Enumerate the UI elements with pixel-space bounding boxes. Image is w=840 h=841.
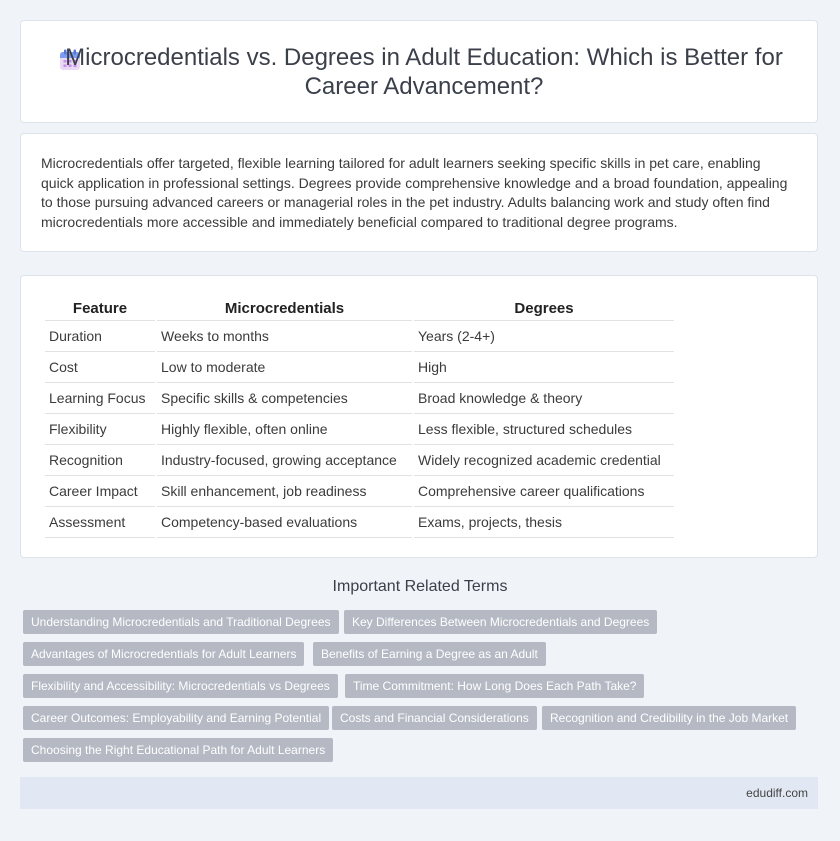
related-term-tag[interactable]: Flexibility and Accessibility: Microcredentials vs Degrees bbox=[23, 674, 338, 698]
related-terms-heading: Important Related Terms bbox=[332, 578, 508, 595]
header-feature: Feature bbox=[45, 296, 155, 321]
table-cell: Assessment bbox=[45, 507, 155, 538]
table-header-row bbox=[45, 296, 674, 321]
intro-paragraph: Microcredentials offer targeted, flexible learning tailored for adult learners seeking specific skills in pet care, enabling quick application in professional settings. Degrees provide comprehensive knowledge and a broad foundation, appealing to those pursuing advanced careers or managerial roles in the pet industry. Adults balancing work and study often find microcredentials more accessible and immediately beneficial compared to traditional degree programs. bbox=[41, 155, 788, 230]
table-cell: Highly flexible, often online bbox=[157, 414, 412, 445]
related-term-tag[interactable]: Costs and Financial Considerations bbox=[332, 706, 537, 730]
header-degrees: Degrees bbox=[414, 296, 674, 321]
related-term-tag[interactable]: Recognition and Credibility in the Job Market bbox=[542, 706, 796, 730]
related-term-tag[interactable]: Time Commitment: How Long Does Each Path Take? bbox=[345, 674, 644, 698]
footer-site-link[interactable]: edudiff.com bbox=[746, 786, 808, 800]
header-microcredentials: Microcredentials bbox=[157, 296, 412, 321]
table-cell: Flexibility bbox=[45, 414, 155, 445]
table-row bbox=[45, 476, 674, 507]
table-cell: High bbox=[414, 352, 674, 383]
table-cell: Broad knowledge & theory bbox=[414, 383, 674, 414]
title-card bbox=[20, 20, 818, 123]
table-row bbox=[45, 352, 674, 383]
related-term-tag[interactable]: Career Outcomes: Employability and Earning Potential bbox=[23, 706, 329, 730]
table-cell: Less flexible, structured schedules bbox=[414, 414, 674, 445]
page-title: Microcredentials vs. Degrees in Adult Education: Which is Better for Career Advancement? bbox=[65, 44, 783, 100]
table-cell: Career Impact bbox=[45, 476, 155, 507]
intro-card bbox=[20, 133, 818, 252]
related-term-tag[interactable]: Choosing the Right Educational Path for Adult Learners bbox=[23, 738, 333, 762]
table-cell: Duration bbox=[45, 321, 155, 352]
table-cell: Skill enhancement, job readiness bbox=[157, 476, 412, 507]
table-cell: Comprehensive career qualifications bbox=[414, 476, 674, 507]
table-row bbox=[45, 507, 674, 538]
related-term-tag[interactable]: Understanding Microcredentials and Traditional Degrees bbox=[23, 610, 339, 634]
footer bbox=[20, 777, 818, 809]
table-row bbox=[45, 445, 674, 476]
table-row bbox=[45, 383, 674, 414]
table-cell: Recognition bbox=[45, 445, 155, 476]
comparison-card bbox=[20, 275, 818, 558]
table-cell: Low to moderate bbox=[157, 352, 412, 383]
table-cell: Learning Focus bbox=[45, 383, 155, 414]
related-term-tag[interactable]: Key Differences Between Microcredentials and Degrees bbox=[344, 610, 657, 634]
table-cell: Specific skills & competencies bbox=[157, 383, 412, 414]
table-cell: Weeks to months bbox=[157, 321, 412, 352]
related-term-tag[interactable]: Advantages of Microcredentials for Adult Learners bbox=[23, 642, 304, 666]
table-cell: Cost bbox=[45, 352, 155, 383]
table-row bbox=[45, 321, 674, 352]
table-cell: Industry-focused, growing acceptance bbox=[157, 445, 412, 476]
table-cell: Years (2-4+) bbox=[414, 321, 674, 352]
comparison-table bbox=[43, 296, 676, 538]
related-term-tag[interactable]: Benefits of Earning a Degree as an Adult bbox=[313, 642, 546, 666]
table-cell: Exams, projects, thesis bbox=[414, 507, 674, 538]
table-row bbox=[45, 414, 674, 445]
table-cell: Widely recognized academic credential bbox=[414, 445, 674, 476]
table-cell: Competency-based evaluations bbox=[157, 507, 412, 538]
